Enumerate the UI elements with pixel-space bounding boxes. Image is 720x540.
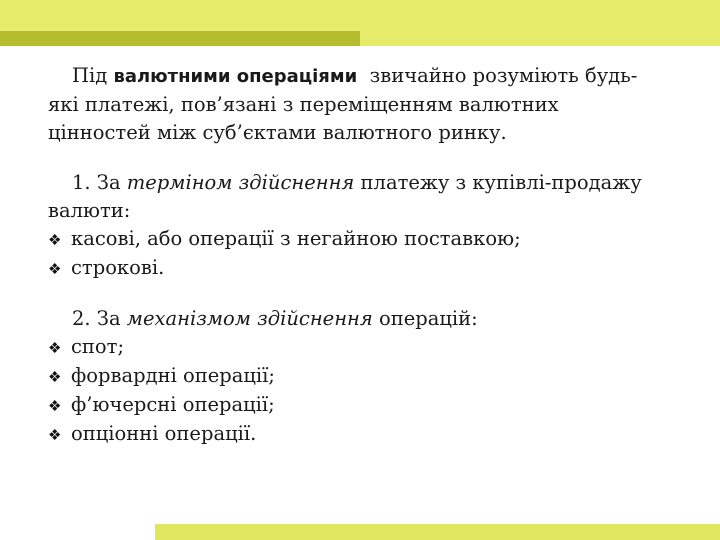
list-item	[48, 225, 688, 254]
spacer	[48, 147, 688, 169]
top-decorative-strip	[0, 31, 360, 46]
section-1	[48, 169, 688, 283]
list-item	[48, 362, 688, 391]
diamond-bullet-icon: ❖	[48, 231, 62, 249]
list-item	[48, 254, 688, 283]
list-item	[48, 391, 688, 420]
intro-line3: цінностей між суб’єктами валютного ринку.	[48, 121, 507, 144]
diamond-bullet-icon: ❖	[48, 397, 62, 415]
spacer	[48, 283, 688, 305]
section-1-prefix: 1. За	[72, 171, 127, 194]
list-item-text: строкові.	[71, 256, 165, 279]
list-item-text: спот;	[71, 335, 125, 358]
section-2-italic: механізмом здійснення	[126, 307, 373, 330]
bottom-decorative-bar	[155, 524, 720, 540]
diamond-bullet-icon: ❖	[48, 368, 62, 386]
list-item-text: ф’ючерсні операції;	[71, 393, 275, 416]
intro-paragraph	[48, 62, 688, 147]
list-item	[48, 420, 688, 449]
intro-prefix: Під	[72, 64, 114, 87]
diamond-bullet-icon: ❖	[48, 260, 62, 278]
list-item-text: касові, або операції з негайною поставкою;	[71, 227, 521, 250]
slide-content	[48, 62, 688, 449]
section-1-italic: терміном здійснення	[126, 171, 355, 194]
section-2	[48, 305, 688, 449]
diamond-bullet-icon: ❖	[48, 426, 62, 444]
diamond-bullet-icon: ❖	[48, 339, 62, 357]
list-item	[48, 333, 688, 362]
list-item-text: форвардні операції;	[71, 364, 275, 387]
list-item-text: опціонні операції.	[71, 422, 257, 445]
section-2-rest: операцій:	[372, 307, 478, 330]
intro-term: валютними операціями	[113, 66, 358, 87]
section-1-line2: валюти:	[48, 199, 131, 222]
intro-line1-rest: звичайно розуміють будь-	[357, 64, 638, 87]
section-2-prefix: 2. За	[72, 307, 127, 330]
section-1-rest: платежу з купівлі-продажу	[354, 171, 642, 194]
intro-line2: які платежі, пов’язані з переміщенням валютних	[48, 93, 559, 116]
